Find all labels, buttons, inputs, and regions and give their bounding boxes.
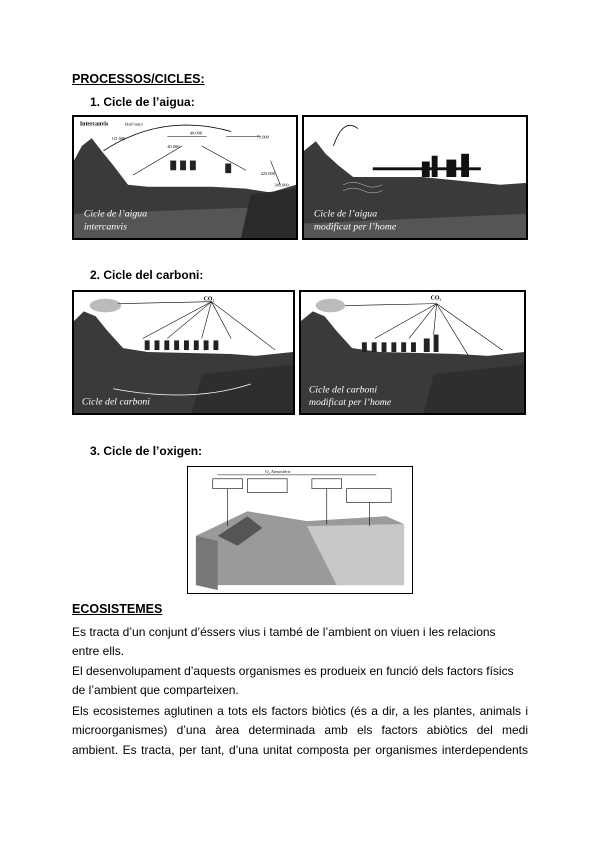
carbon-left-caption-1: Cicle del carboni — [81, 396, 151, 408]
figure-oxygen-cycle — [187, 466, 413, 594]
paragraph-line-7: ambient. Es tracta, per tant, d’una unitat composta per organismes interdependents — [72, 743, 528, 757]
water-value-2: 40.000 — [189, 130, 203, 136]
paragraph-line-1: Es tracta d’un conjunt d’éssers vius i també de l’ambient on viuen i les relacions — [72, 625, 496, 639]
subheading-water-cycle: 1. Cicle de l’aigua: — [90, 95, 195, 109]
water-left-caption-2: intercanvis — [83, 221, 128, 233]
water-value-3: 40.000 — [167, 144, 180, 149]
water-title-note: (km³/any) — [125, 121, 143, 127]
subheading-oxygen-cycle: 3. Cicle de l’oxigen: — [90, 444, 203, 458]
paragraph-line-5: Els ecosistemes aglutinen a tots els factors biòtics (és a dir, a les plantes, animals i — [72, 704, 528, 718]
paragraph-line-3: El desenvolupament d’aquests organismes es produeix en funció dels factors físics — [72, 664, 514, 678]
subheading-carbon-cycle: 2. Cicle del carboni: — [90, 268, 204, 282]
oxygen-top-label: O₂ Atmosfèric — [265, 468, 291, 474]
water-right-caption-2: modificat per l’home — [313, 221, 397, 233]
water-title: Intercanvis — [79, 121, 109, 128]
carbon-right-co2: CO₂ — [430, 295, 442, 302]
figure-carbon-cycle-modified — [299, 290, 526, 415]
figure-carbon-cycle — [72, 290, 295, 415]
paragraph-line-2: entre ells. — [72, 644, 125, 658]
water-right-caption-1: Cicle de l’aigua — [313, 208, 378, 220]
water-value-5: 425.000 — [260, 171, 275, 177]
figure-water-cycle-exchanges — [72, 115, 298, 240]
paragraph-line-6: microorganismes) d’una àrea determinada amb els factors abiòtics del medi — [72, 723, 528, 737]
water-value-1: 111.000 — [111, 136, 126, 142]
carbon-right-caption-1: Cicle del carboni — [308, 384, 378, 396]
section-heading-processos: PROCESSOS/CICLES: — [72, 72, 205, 86]
carbon-left-co2: CO₂ — [203, 296, 215, 303]
section-heading-ecosistemes: ECOSISTEMES — [72, 602, 163, 616]
water-left-caption-1: Cicle de l’aigua — [83, 208, 148, 220]
water-value-4: 71.000 — [256, 134, 269, 140]
figure-water-cycle-modified — [302, 115, 528, 240]
carbon-right-caption-2: modificat per l’home — [308, 397, 392, 409]
paragraph-line-4: de l’ambient que comparteixen. — [72, 683, 239, 697]
water-value-6: 385.000 — [274, 182, 289, 188]
